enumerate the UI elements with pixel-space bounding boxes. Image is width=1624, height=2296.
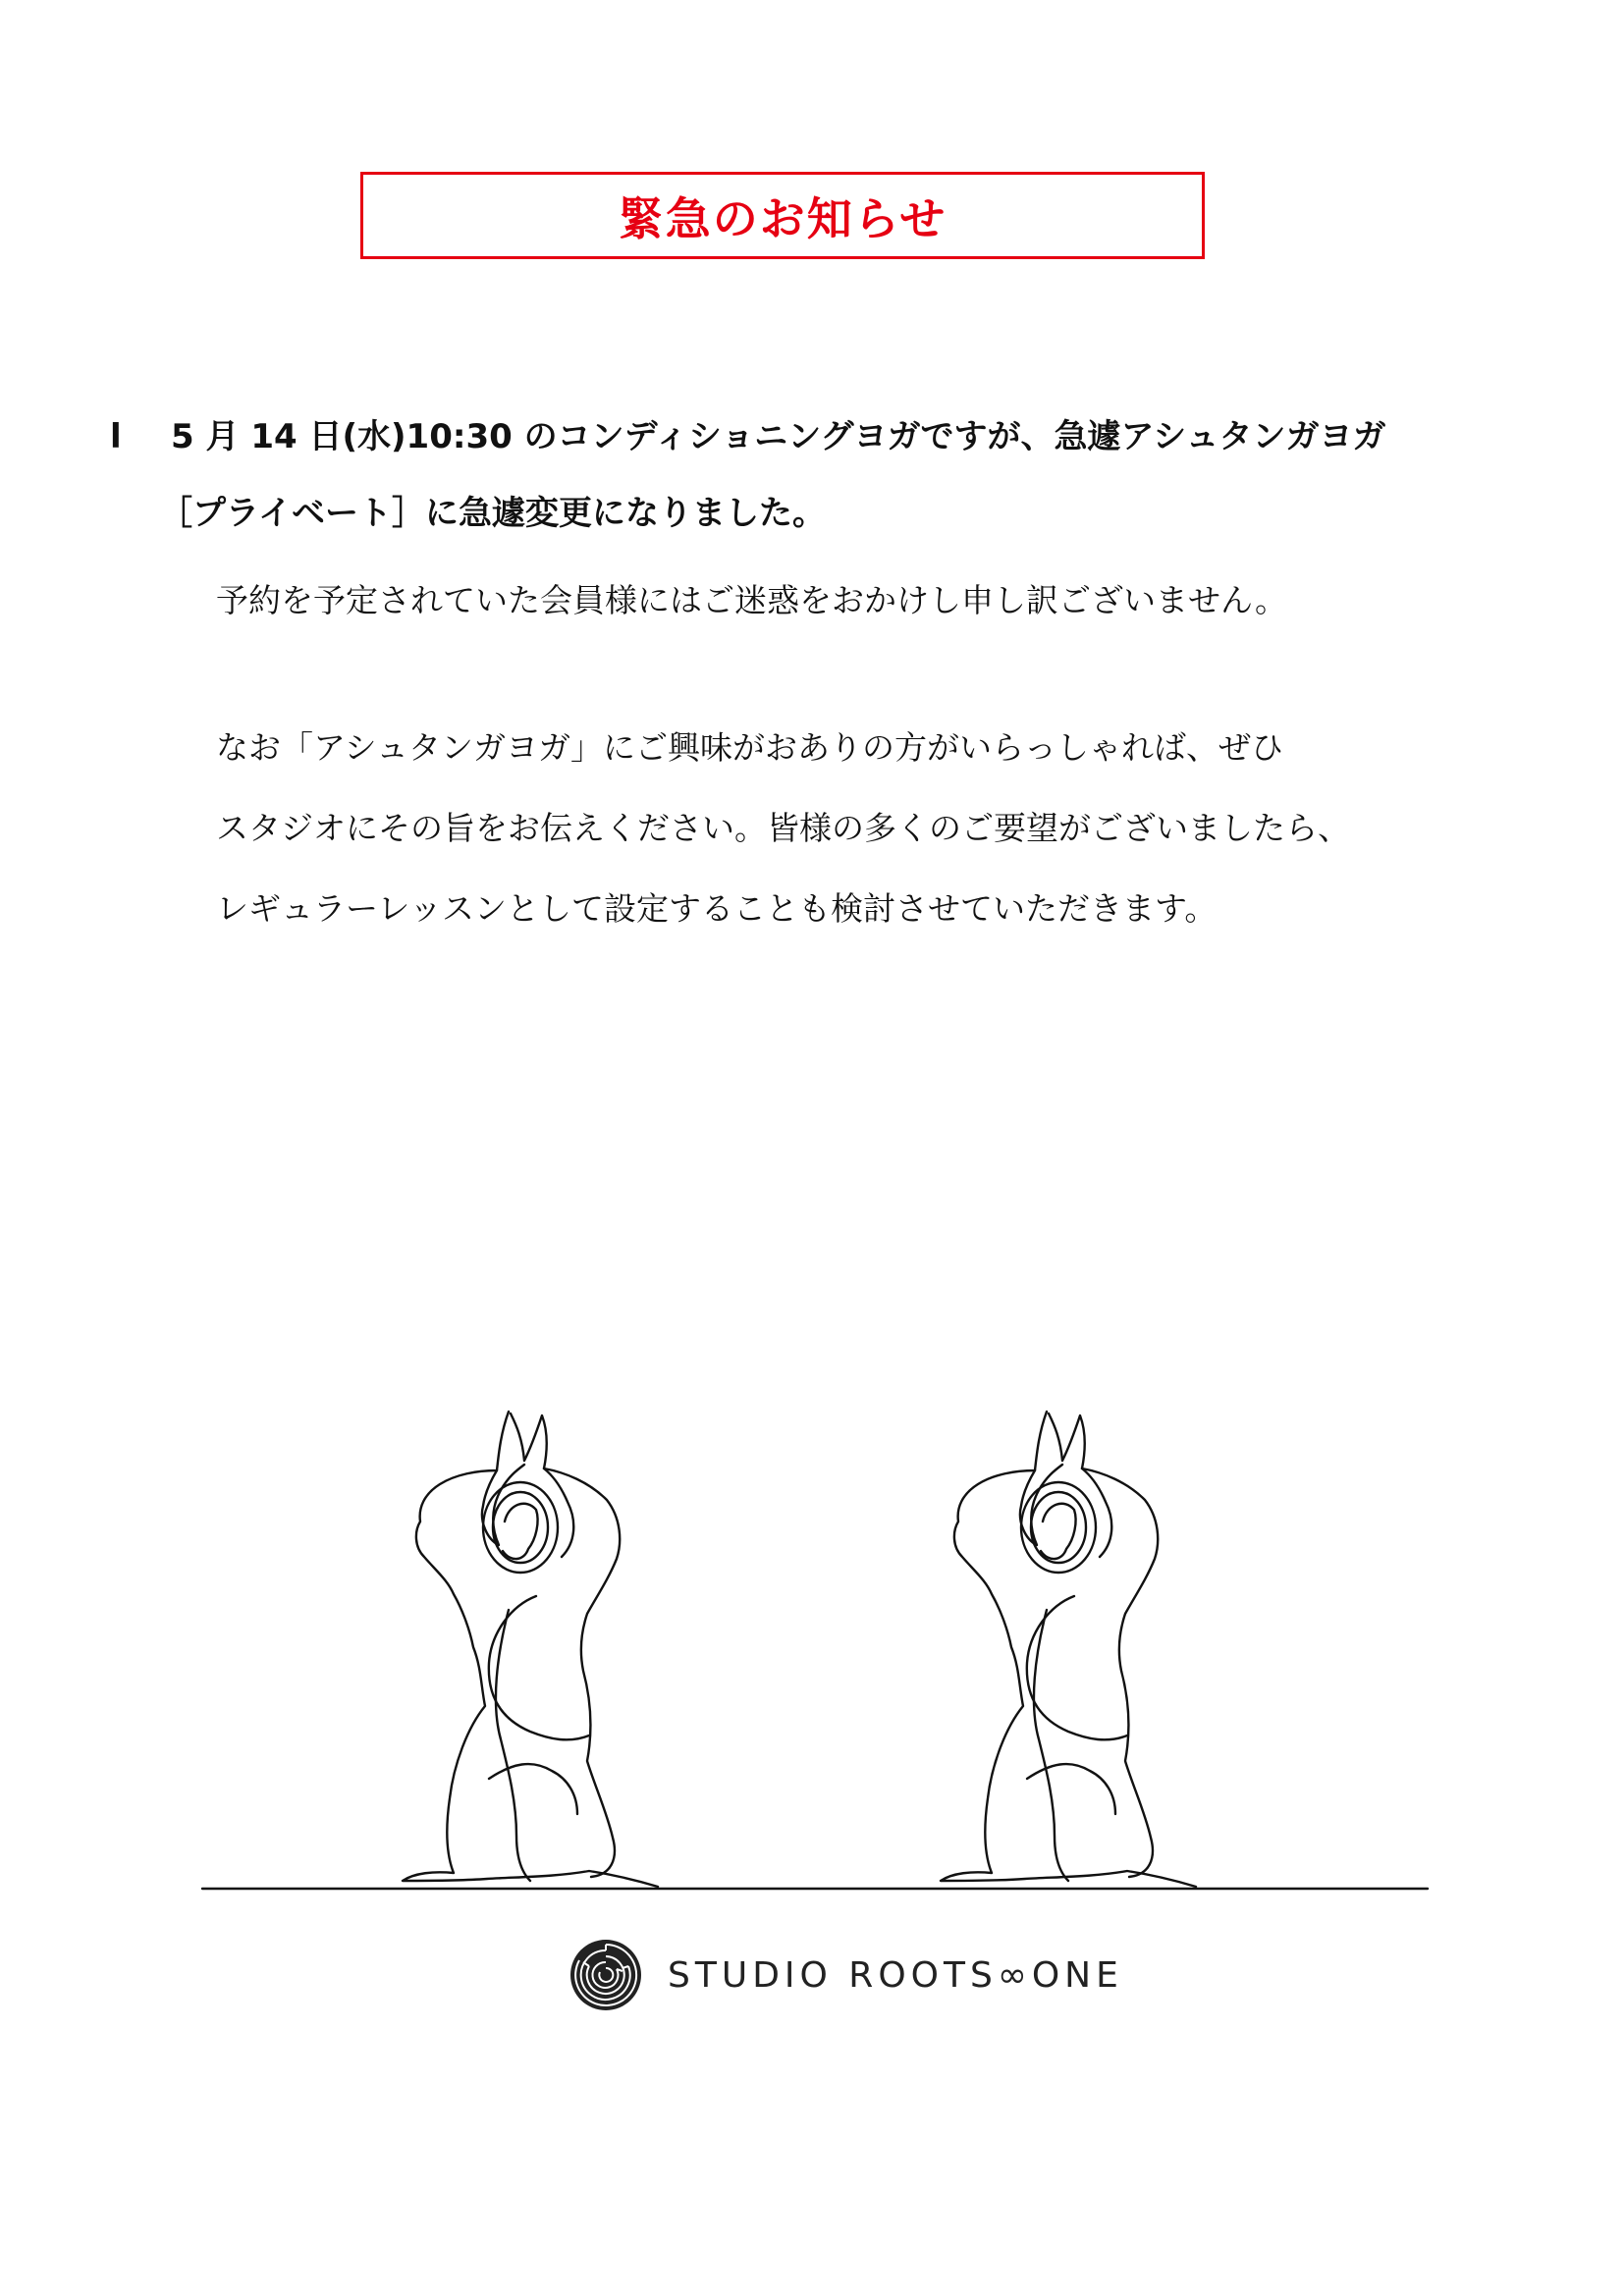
notice-text-1: 5 月 14 日(水)10:30 のコンディショニングヨガですが、急遽アシュタンガヨガ — [171, 417, 1386, 456]
yoga-line-art-icon — [196, 1374, 1434, 1924]
info-paragraph — [216, 723, 1350, 965]
notice-line-2: ［プライベート］に急遽変更になりました。 — [159, 494, 826, 533]
studio-name: STUDIO ROOTS∞ONE — [668, 1954, 1123, 1996]
emergency-title-box — [360, 172, 1205, 259]
notice-bullet: l — [110, 417, 122, 456]
notice-line-1 — [110, 412, 1543, 461]
yoga-figure-left — [403, 1412, 658, 1887]
studio-logo — [569, 1939, 1123, 2011]
roots-maze-logo-icon — [569, 1939, 642, 2011]
info-line-2: スタジオにその旨をお伝えください。皆様の多くのご要望がございましたら、 — [216, 809, 1350, 847]
page-title: 緊急のお知らせ — [618, 191, 947, 245]
apology-paragraph: 予約を予定されていた会員様にはご迷惑をおかけし申し訳ございません。 — [216, 581, 1287, 619]
info-line-3: レギュラーレッスンとして設定することも検討させていただきます。 — [216, 889, 1218, 928]
info-line-1: なお「アシュタンガヨガ」にご興味がおありの方がいらっしゃれば、ぜひ — [216, 728, 1284, 767]
notice-block — [110, 412, 1543, 538]
yoga-figure-right — [941, 1412, 1196, 1887]
